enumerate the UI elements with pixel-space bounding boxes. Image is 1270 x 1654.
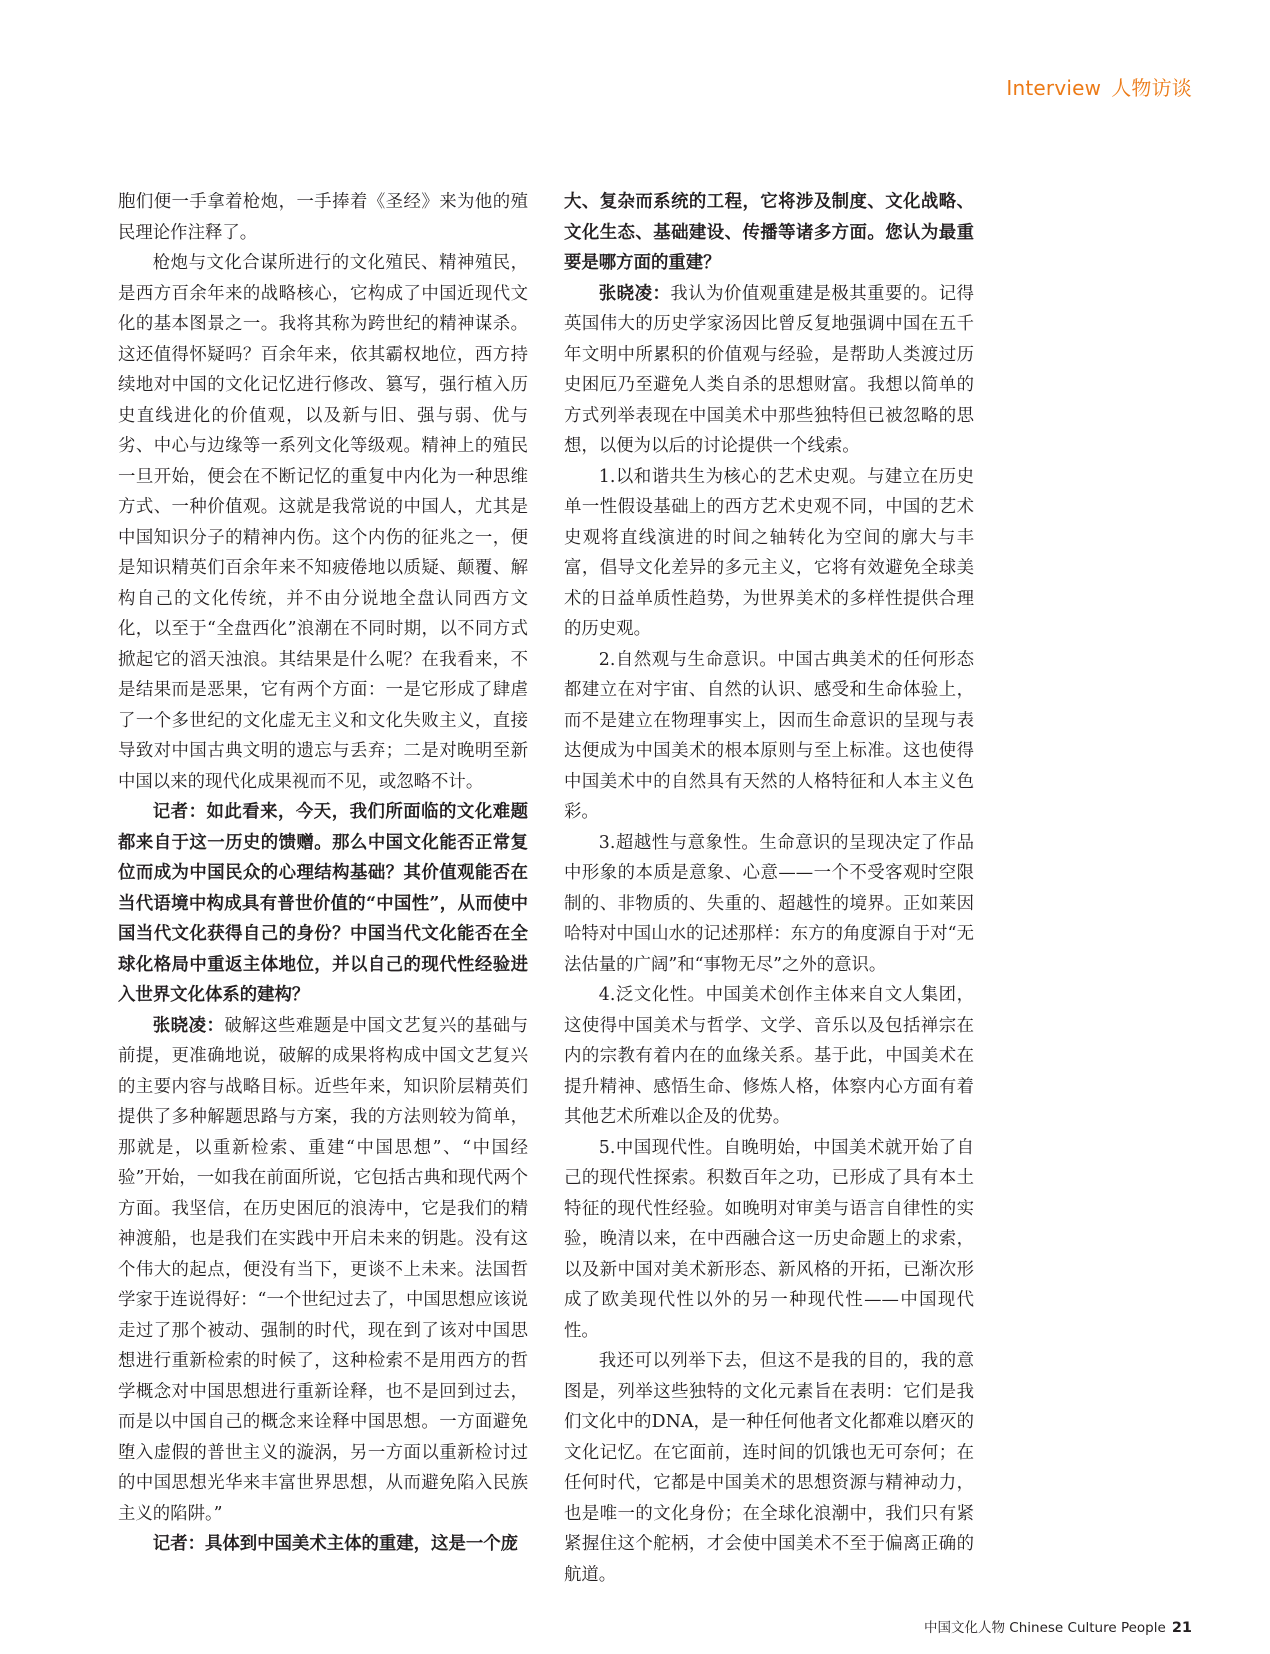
interviewee-answer xyxy=(118,1011,528,1530)
paragraph: 胞们便一手拿着枪炮，一手捧着《圣经》来为他的殖民理论作注释了。 xyxy=(118,192,528,243)
paragraph: 1.以和谐共生为核心的艺术史观。与建立在历史单一性假设基础上的西方艺术史观不同，中国的艺术史观将直线演进的时间之轴转化为空间的廓大与丰富，倡导文化差异的多元主义，它将有效避免全球美术的日益单质性趋势，为世界美术的多样性提供合理的历史观。 xyxy=(564,466,974,639)
page-number: 21 xyxy=(1171,1620,1192,1636)
interviewer-question: 记者：如此看来，今天，我们所面临的文化难题都来自于这一历史的馈赠。那么中国文化能否正常复位而成为中国民众的心理结构基础？其价值观能否在当代语境中构成具有普世价值的“中国性”，从而使中国当代文化获得自己的身份？中国当代文化能否在全球化格局中重返主体地位，并以自己的现代性经验进入世界文化体系的建构？ xyxy=(118,802,528,1005)
paragraph: 3.超越性与意象性。生命意识的呈现决定了作品中形象的本质是意象、心意——一个不受客观时空限制的、非物质的、失重的、超越性的境界。正如莱因哈特对中国山水的记述那样：东方的角度源自于对“无法估量的广阔”和“事物无尽”之外的意识。 xyxy=(564,832,974,975)
paragraph: 我还可以列举下去，但这不是我的目的，我的意图是，列举这些独特的文化元素旨在表明：它们是我们文化中的DNA，是一种任何他者文化都难以磨灭的文化记忆。在它面前，连时间的饥饿也无可奈何；在任何时代，它都是中国美术的思想资源与精神动力，也是唯一的文化身份；在全球化浪潮中，我们只有紧紧握住这个舵柄，才会使中国美术不至于偏离正确的航道。 xyxy=(564,1351,974,1585)
section-header xyxy=(1006,72,1192,101)
interviewer-question: 记者：具体到中国美术主体的重建，这是一个庞 xyxy=(152,1534,519,1554)
left-column xyxy=(118,187,528,1560)
right-column xyxy=(564,187,974,1590)
section-header-en: Interview xyxy=(1006,76,1102,100)
publication-name: 中国文化人物 Chinese Culture People xyxy=(924,1620,1166,1636)
answer-text: 我认为价值观重建是极其重要的。记得英国伟大的历史学家汤因比曾反复地强调中国在五千年文明中所累积的价值观与经验，是帮助人类渡过历史困厄乃至避免人类自杀的思想财富。我想以简单的方式列举表现在中国美术中那些独特但已被忽略的思想，以便为以后的讨论提供一个线索。 xyxy=(564,283,974,456)
speaker-name: 张晓凌： xyxy=(152,1015,225,1036)
paragraph: 枪炮与文化合谋所进行的文化殖民、精神殖民，是西方百余年来的战略核心，它构成了中国近现代文化的基本图景之一。我将其称为跨世纪的精神谋杀。这还值得怀疑吗？百余年来，依其霸权地位，西方持续地对中国的文化记忆进行修改、篡写，强行植入历史直线进化的价值观，以及新与旧、强与弱、优与劣、中心与边缘等一系列文化等级观。精神上的殖民一旦开始，便会在不断记忆的重复中内化为一种思维方式、一种价值观。这就是我常说的中国人，尤其是中国知识分子的精神内伤。这个内伤的征兆之一，便是知识精英们百余年来不知疲倦地以质疑、颠覆、解构自己的文化传统，并不由分说地全盘认同西方文化，以至于“全盘西化”浪潮在不同时期，以不同方式掀起它的滔天浊浪。其结果是什么呢？在我看来，不是结果而是恶果，它有两个方面：一是它形成了肆虐了一个多世纪的文化虚无主义和文化失败主义，直接导致对中国古典文明的遗忘与丢弃；二是对晚明至新中国以来的现代化成果视而不见，或忽略不计。 xyxy=(118,253,528,792)
paragraph: 2.自然观与生命意识。中国古典美术的任何形态都建立在对宇宙、自然的认识、感受和生命体验上，而不是建立在物理事实上，因而生命意识的呈现与表达便成为中国美术的根本原则与至上标准。这也使得中国美术中的自然具有天然的人格特征和人本主义色彩。 xyxy=(564,649,974,822)
paragraph: 4.泛文化性。中国美术创作主体来自文人集团，这使得中国美术与哲学、文学、音乐以及包括禅宗在内的宗教有着内在的血缘关系。基于此，中国美术在提升精神、感悟生命、修炼人格，体察内心方面有着其他艺术所难以企及的优势。 xyxy=(564,985,974,1127)
interviewer-question: 大、复杂而系统的工程，它将涉及制度、文化战略、文化生态、基础建设、传播等诸多方面。您认为最重要是哪方面的重建？ xyxy=(564,192,974,273)
section-header-cn: 人物访谈 xyxy=(1111,76,1192,100)
answer-text: 破解这些难题是中国文艺复兴的基础与前提，更准确地说，破解的成果将构成中国文艺复兴的主要内容与战略目标。近些年来，知识阶层精英们提供了多种解题思路与方案，我的方法则较为简单，那就是，以重新检索、重建“中国思想”、“中国经验”开始，一如我在前面所说，它包括古典和现代两个方面。我坚信，在历史困厄的浪涛中，它是我们的精神渡船，也是我们在实践中开启未来的钥匙。没有这个伟大的起点，便没有当下，更谈不上未来。法国哲学家于连说得好：“一个世纪过去了，中国思想应该说走过了那个被动、强制的时代，现在到了该对中国思想进行重新检索的时候了，这种检索不是用西方的哲学概念对中国思想进行重新诠释，也不是回到过去，而是以中国自己的概念来诠释中国思想。一方面避免堕入虚假的普世主义的漩涡，另一方面以重新检讨过的中国思想光华来丰富世界思想，从而避免陷入民族主义的陷阱。” xyxy=(118,1015,528,1524)
interviewee-answer xyxy=(564,279,974,462)
paragraph: 5.中国现代性。自晚明始，中国美术就开始了自己的现代性探索。积数百年之功，已形成了具有本土特征的现代性经验。如晚明对审美与语言自律性的实验，晚清以来，在中西融合这一历史命题上的求索，以及新中国对美术新形态、新风格的开拓，已渐次形成了欧美现代性以外的另一种现代性——中国现代性。 xyxy=(564,1137,974,1341)
speaker-name: 张晓凌： xyxy=(598,283,671,304)
page-footer xyxy=(924,1616,1192,1636)
